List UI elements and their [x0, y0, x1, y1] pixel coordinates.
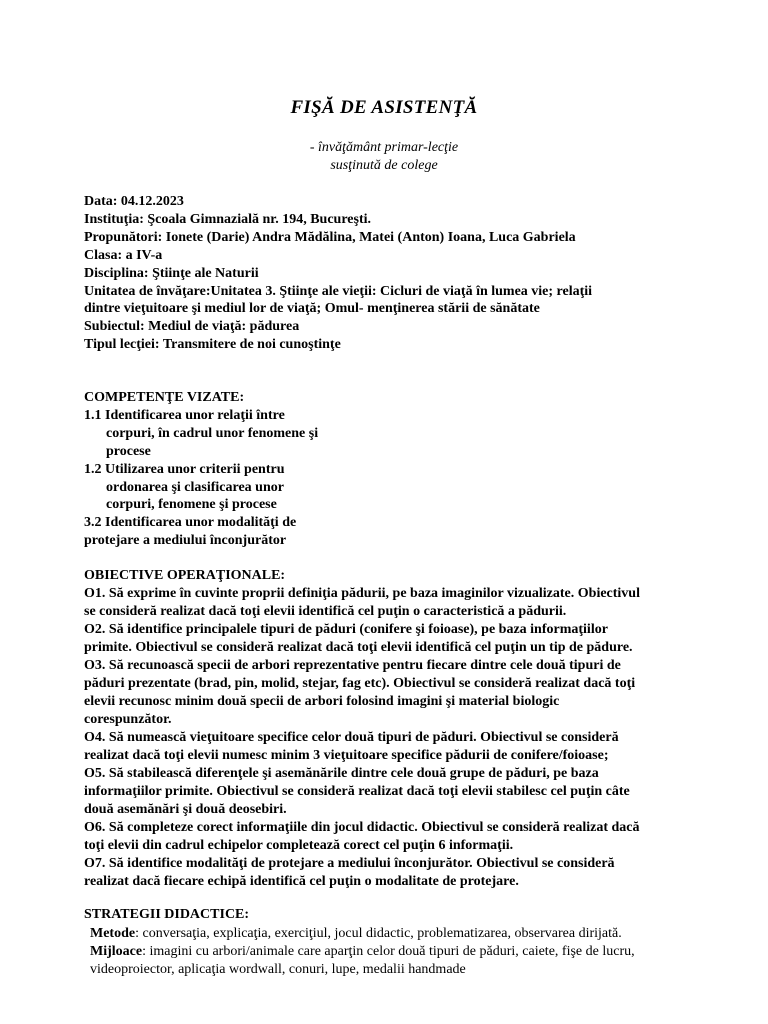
means-text: : imagini cu arbori/animale care aparţin celor două tipuri de păduri, caiete, fişe de lucru, videoproiector, aplicaţia wordwall, conuri, lupe, medalii handmade [90, 943, 635, 977]
objectives-section [84, 567, 644, 891]
info-unit-line-1: Unitatea de învăţare:Unitatea 3. Ştiinţe ale vieţii: Cicluri de viaţă în lumea vie; relaţii [84, 283, 593, 299]
competence-line: corpuri, fenomene şi procese [106, 497, 277, 513]
strategies-heading: STRATEGII DIDACTICE: [84, 907, 250, 922]
competence-line: 3.2 Identificarea unor modalităţi de [84, 515, 297, 531]
methods-paragraph [90, 925, 650, 943]
info-class: Clasa: a IV-a [84, 247, 163, 263]
info-authors: Propunători: Ionete (Darie) Andra Mădălina, Matei (Anton) Ioana, Luca Gabriela [84, 229, 576, 245]
competence-line: ordonarea şi clasificarea unor [106, 479, 284, 495]
info-subject: Subiectul: Mediul de viaţă: pădurea [84, 319, 300, 335]
info-lesson-type: Tipul lecţiei: Transmitere de noi cunoştinţe [84, 337, 341, 353]
competences-section [84, 389, 404, 550]
objectives-heading: OBIECTIVE OPERAŢIONALE: [84, 568, 286, 583]
means-paragraph [90, 943, 650, 979]
competence-line: corpuri, în cadrul unor fenomene şi [106, 425, 319, 441]
info-unit-line-2: dintre vieţuitoare şi mediul lor de viaţă; Omul- menţinerea stării de sănătate [84, 301, 540, 317]
objective-item: O3. Să recunoască specii de arbori reprezentative pentru fiecare dintre cele două tipuri de păduri prezentate (brad, pin, molid, stejar, fag etc). Obiectivul se consideră realizat dacă toţi elevii recunosc minim două specii de arbori folosind imagini şi material biologic corespunzător. [84, 658, 636, 727]
methods-text: : conversaţia, explicaţia, exerciţiul, jocul didactic, problematizarea, observarea dirijată. [135, 926, 622, 941]
objective-item: O1. Să exprime în cuvinte proprii definiţia pădurii, pe baza imaginilor vizualizate. Obiectivul se consideră realizat dacă toţi elevii identifică cel puţin o caracteristică a pădurii. [84, 586, 640, 619]
strategies-section [90, 925, 650, 979]
competence-line: 1.2 Utilizarea unor criterii pentru [84, 461, 285, 477]
competences-heading: COMPETENŢE VIZATE: [84, 390, 245, 405]
objective-item: O7. Să identifice modalităţi de protejare a mediului înconjurător. Obiectivul se consideră realizat dacă fiecare echipă identifică cel puţin o modalitate de protejare. [84, 856, 615, 889]
objective-item: O6. Să completeze corect informaţiile din jocul didactic. Obiectivul se consideră realizat dacă toţi elevii din cadrul echipelor completează corect cel puţin 6 informaţii. [84, 820, 640, 853]
objective-item: O4. Să numească vieţuitoare specifice celor două tipuri de păduri. Obiectivul se consideră realizat dacă toţi elevii numesc minim 3 vieţuitoare specifice pădurii de conifere/foioase; [84, 730, 619, 763]
competence-line: 1.1 Identificarea unor relaţii între [84, 407, 285, 423]
document-title: FIŞĂ DE ASISTENŢĂ [290, 97, 478, 118]
competence-line: protejare a mediului înconjurător [84, 533, 287, 549]
lesson-info [84, 193, 644, 354]
info-date: Data: 04.12.2023 [84, 194, 184, 209]
competence-line: procese [106, 443, 151, 459]
objective-item: O2. Să identifice principalele tipuri de păduri (conifere şi foioase), pe baza informaţiilor primite. Obiectivul se consideră realizat dacă toţi elevii identifică cel puţin un tip de pădure. [84, 622, 633, 655]
subtitle-line-1: - învăţământ primar-lecţie [309, 140, 459, 155]
means-label: Mijloace [90, 943, 143, 959]
objective-item: O5. Să stabilească diferenţele şi asemănările dintre cele două grupe de păduri, pe baza informaţiilor primite. Obiectivul se consideră realizat dacă toţi elevii stabilesc cel puţin câte două asemănări şi două deosebiri. [84, 766, 630, 817]
info-institution: Instituţia: Şcoala Gimnazială nr. 194, Bucureşti. [84, 211, 372, 227]
info-discipline: Disciplina: Ştiinţe ale Naturii [84, 265, 259, 281]
methods-label: Metode [90, 926, 136, 941]
subtitle-line-2: susţinută de colege [330, 158, 438, 173]
